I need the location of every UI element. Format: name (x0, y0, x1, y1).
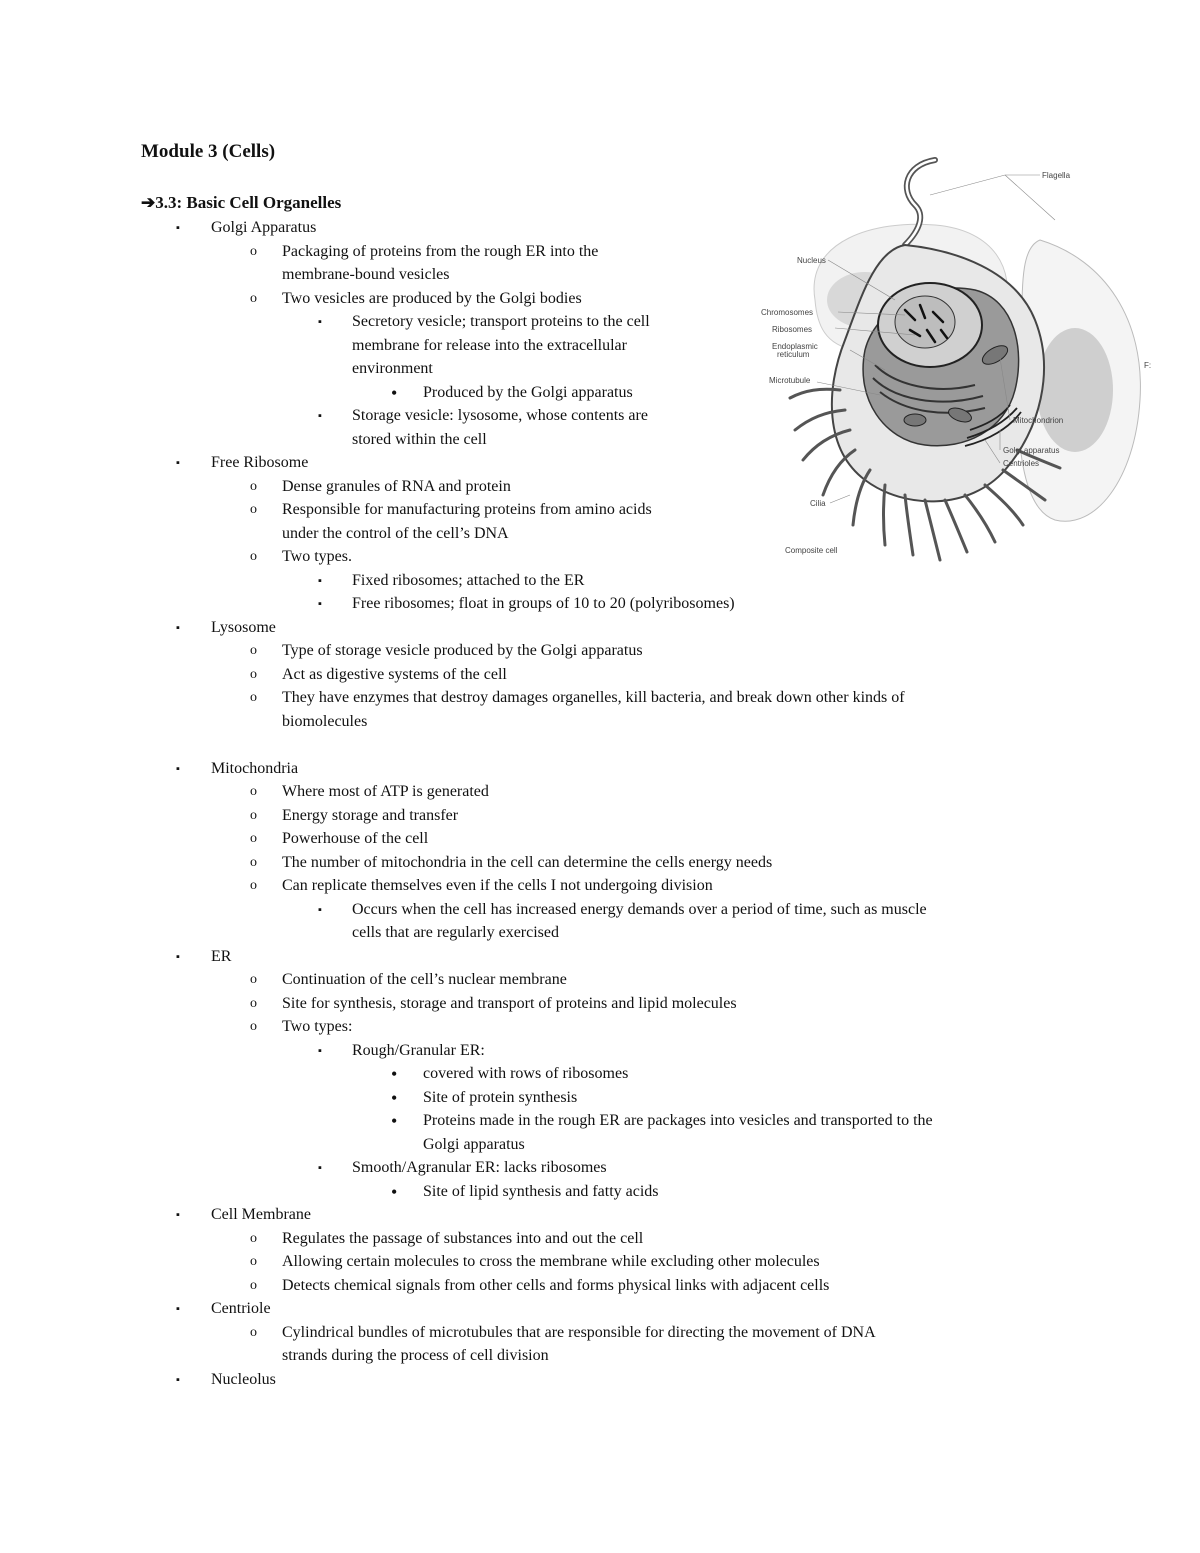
chromosomes-label: Chromosomes (761, 308, 814, 317)
bullet-marker: ▪ (318, 903, 322, 916)
endoplasmic-label: Endoplasmic (772, 342, 818, 351)
bullet-text-level-2: Powerhouse of the cell (282, 830, 429, 847)
bullet-text-level-2: They have enzymes that destroy damages organelles, kill bacteria, and break down other kinds of (282, 689, 905, 706)
microtubule-label: Microtubule (769, 376, 811, 385)
cilia-label: Cilia (810, 499, 826, 508)
reticulum-label: reticulum (777, 350, 810, 359)
bullet-text-level-3: Storage vesicle: lysosome, whose contents are (352, 407, 648, 424)
bullet-marker: o (250, 690, 257, 705)
bullet-text-level-3: Rough/Granular ER: (352, 1041, 485, 1059)
bullet-text-continuation: Golgi apparatus (423, 1135, 525, 1153)
bullet-marker: o (250, 854, 257, 870)
bullet-text-level-2: Two types. (282, 548, 352, 565)
bullet-marker: ▪ (318, 316, 322, 328)
bullet-marker: ▪ (176, 1373, 180, 1386)
bullet-marker: ▪ (318, 1162, 322, 1174)
bullet-marker: ▪ (176, 1303, 180, 1315)
bullet-text-level-4: Site of lipid synthesis and fatty acids (423, 1182, 659, 1200)
bullet-text-level-3: Secretory vesicle; transport proteins to the cell (352, 313, 650, 330)
bullet-text-continuation: strands during the process of cell division (282, 1347, 549, 1364)
bullet-marker: o (250, 1254, 257, 1269)
bullet-text-level-1: Lysosome (211, 618, 276, 636)
bullet-text-level-2: Where most of ATP is generated (282, 783, 489, 800)
bullet-text-level-2: Allowing certain molecules to cross the membrane while excluding other molecules (282, 1253, 820, 1270)
bullet-marker: ▪ (176, 222, 180, 234)
bullet-text-level-4: Produced by the Golgi apparatus (423, 383, 633, 401)
golgi-label: Golgi apparatus (1003, 446, 1060, 455)
bullet-marker: o (250, 784, 257, 799)
bullet-marker: ▪ (318, 1044, 322, 1057)
bullet-marker: o (250, 478, 257, 494)
bullet-text-level-3: Smooth/Agranular ER: lacks ribosomes (352, 1159, 607, 1176)
bullet-marker: o (250, 1230, 257, 1246)
bullet-text-level-2: Energy storage and transfer (282, 806, 459, 824)
bullet-marker: o (250, 878, 257, 893)
bullet-text-level-2: Responsible for manufacturing proteins from amino acids (282, 501, 652, 518)
bullet-marker: o (250, 807, 257, 823)
bullet-text-level-2: Regulates the passage of substances into and out the cell (282, 1229, 644, 1247)
adjacent-nucleus-shape (1037, 328, 1113, 452)
bullet-marker: o (250, 1324, 257, 1340)
bullet-text-level-2: Can replicate themselves even if the cells I not undergoing division (282, 877, 713, 894)
bullet-text-level-1: Cell Membrane (211, 1206, 311, 1223)
bullet-text-level-1: ER (211, 947, 232, 965)
bullet-text-continuation: membrane for release into the extracellular (352, 336, 627, 354)
composite-cell-diagram (755, 150, 1155, 575)
bullet-marker: o (250, 1019, 257, 1034)
bullet-text-level-4: Site of protein synthesis (423, 1088, 578, 1106)
bullet-text-continuation: cells that are regularly exercised (352, 924, 559, 941)
bullet-marker: • (391, 1111, 398, 1131)
bullet-text-level-1: Nucleolus (211, 1370, 276, 1388)
bullet-text-continuation: stored within the cell (352, 430, 487, 448)
composite-cell-label: Composite cell (785, 546, 838, 555)
bullet-text-level-2: Type of storage vesicle produced by the Golgi apparatus (282, 642, 643, 659)
bullet-marker: ▪ (318, 410, 322, 422)
bullet-marker: o (250, 972, 257, 987)
bullet-text-continuation: biomolecules (282, 712, 368, 730)
bullet-marker: o (250, 549, 257, 564)
mitochondrion-label: Mitochondrion (1013, 416, 1064, 425)
bullet-marker: o (250, 1277, 257, 1293)
flagella-label: Flagella (1042, 171, 1071, 180)
bullet-text-level-2: Detects chemical signals from other cells and forms physical links with adjacent cells (282, 1276, 830, 1294)
bullet-text-continuation: under the control of the cell’s DNA (282, 524, 509, 542)
bullet-text-level-4: covered with rows of ribosomes (423, 1065, 629, 1082)
bullet-text-level-1: Golgi Apparatus (211, 219, 317, 236)
section-heading: ➔3.3: Basic Cell Organelles (141, 193, 342, 212)
bullet-marker: ▪ (176, 950, 180, 963)
bullet-text-level-3: Fixed ribosomes; attached to the ER (352, 571, 585, 589)
bullet-marker: ▪ (176, 762, 180, 775)
bullet-text-continuation: membrane-bound vesicles (282, 266, 450, 283)
nucleus-label: Nucleus (797, 256, 826, 265)
bullet-marker: • (391, 1181, 398, 1202)
bullet-text-level-2: Two vesicles are produced by the Golgi bodies (282, 289, 582, 307)
bullet-marker: ▪ (176, 1209, 180, 1221)
bullet-text-level-2: Dense granules of RNA and protein (282, 477, 511, 495)
bullet-marker: o (250, 243, 257, 259)
centrioles-label: Centrioles (1003, 459, 1040, 468)
bullet-text-level-1: Mitochondria (211, 759, 299, 777)
edge-label: F: (1144, 361, 1152, 370)
bullet-text-level-2: Cylindrical bundles of microtubules that are responsible for directing the movement of DNA (282, 1323, 876, 1341)
bullet-text-level-3: Free ribosomes; float in groups of 10 to 20 (polyribosomes) (352, 595, 735, 612)
bullet-marker: ▪ (318, 574, 322, 587)
bullet-text-level-1: Free Ribosome (211, 454, 309, 471)
bullet-marker: o (250, 995, 257, 1011)
bullet-marker: o (250, 666, 257, 682)
bullet-text-level-4: Proteins made in the rough ER are packages into vesicles and transported to the (423, 1112, 933, 1129)
ribosomes-label: Ribosomes (772, 325, 813, 334)
bullet-marker: • (391, 1064, 398, 1084)
bullet-text-level-2: Two types: (282, 1018, 353, 1035)
bullet-marker: o (250, 831, 257, 846)
bullet-marker: • (391, 382, 398, 403)
bullet-text-continuation: environment (352, 360, 433, 377)
bullet-marker: ▪ (176, 621, 180, 634)
bullet-text-level-2: The number of mitochondria in the cell can determine the cells energy needs (282, 853, 773, 871)
bullet-text-level-2: Continuation of the cell’s nuclear membrane (282, 971, 567, 988)
bullet-marker: ▪ (176, 457, 180, 469)
bullet-text-level-2: Packaging of proteins from the rough ER into the (282, 242, 599, 260)
bullet-text-level-3: Occurs when the cell has increased energy demands over a period of time, such as muscle (352, 900, 927, 918)
bullet-marker: • (391, 1087, 398, 1108)
bullet-marker: ▪ (318, 598, 322, 610)
bullet-marker: o (250, 290, 257, 306)
bullet-text-level-2: Site for synthesis, storage and transport of proteins and lipid molecules (282, 994, 737, 1012)
bullet-text-level-1: Centriole (211, 1300, 271, 1317)
page-title: Module 3 (Cells) (141, 141, 276, 162)
bullet-marker: o (250, 643, 257, 658)
bullet-text-level-2: Act as digestive systems of the cell (282, 665, 507, 683)
bullet-marker: o (250, 502, 257, 517)
